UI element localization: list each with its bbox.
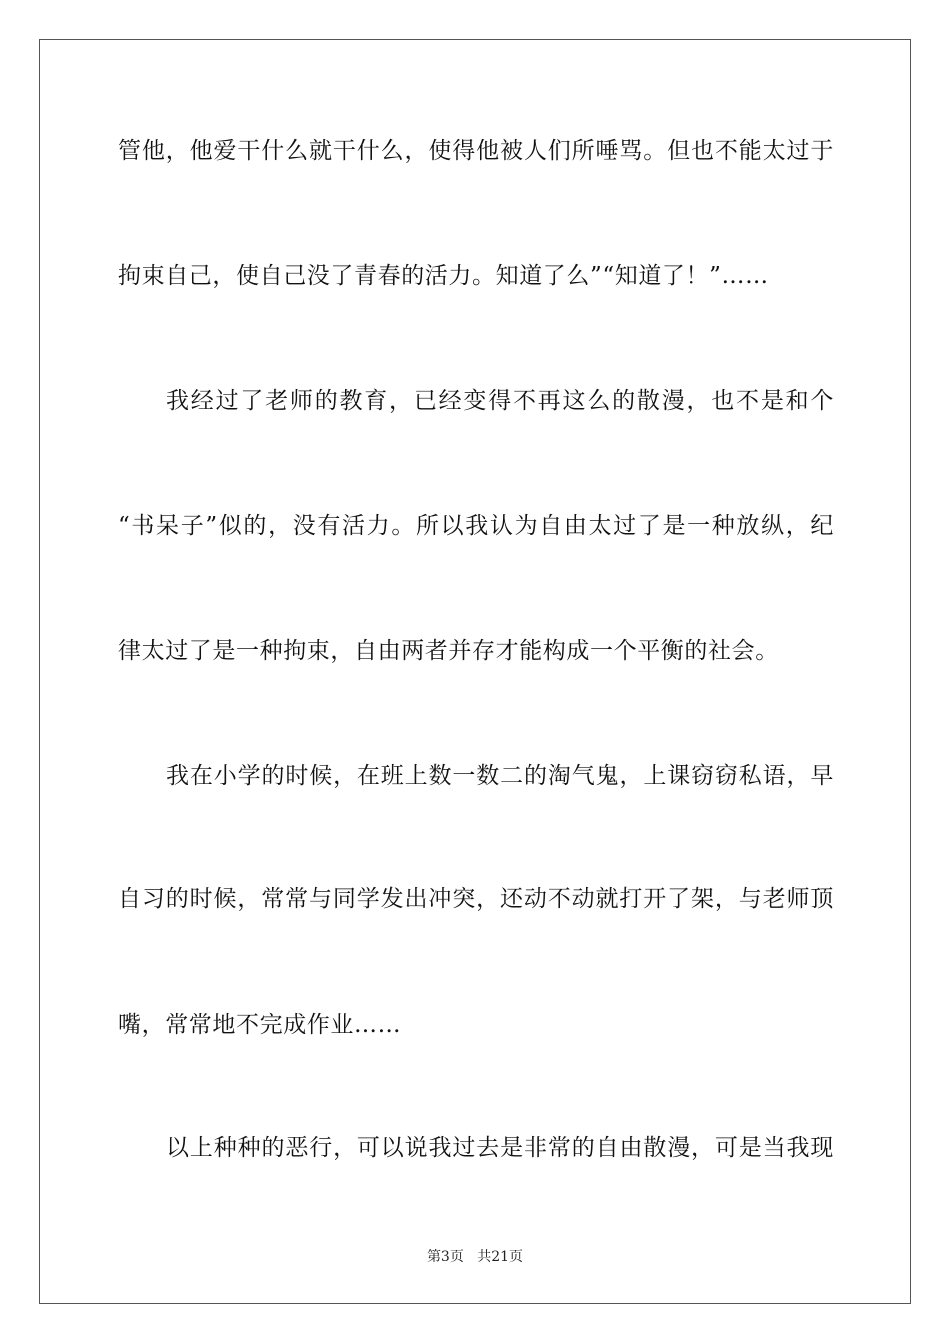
text-line-8: 嘴，常常地不完成作业…… — [118, 1012, 402, 1038]
text-line-5: 律太过了是一种拘束，自由两者并存才能构成一个平衡的社会。 — [118, 638, 779, 664]
page-border — [39, 39, 911, 1304]
text-line-3: 我经过了老师的教育，已经变得不再这么的散漫，也不是和个 — [166, 388, 834, 414]
text-line-6: 我在小学的时候，在班上数一数二的淘气鬼，上课窃窃私语，早 — [166, 763, 834, 789]
text-line-2: 拘束自己，使自己没了青春的活力。知道了么”“知道了！”…… — [118, 263, 769, 289]
text-line-7: 自习的时候，常常与同学发出冲突，还动不动就打开了架，与老师顶 — [118, 886, 834, 912]
page-footer — [0, 1248, 950, 1266]
text-line-1: 管他，他爱干什么就干什么，使得他被人们所唾骂。但也不能太过于 — [118, 138, 834, 164]
text-line-4: “书呆子”似的，没有活力。所以我认为自由太过了是一种放纵，纪 — [118, 513, 834, 539]
page-number: 第3页 — [426, 1249, 464, 1265]
total-pages: 共21页 — [477, 1249, 524, 1265]
text-line-9: 以上种种的恶行，可以说我过去是非常的自由散漫，可是当我现 — [166, 1135, 834, 1161]
